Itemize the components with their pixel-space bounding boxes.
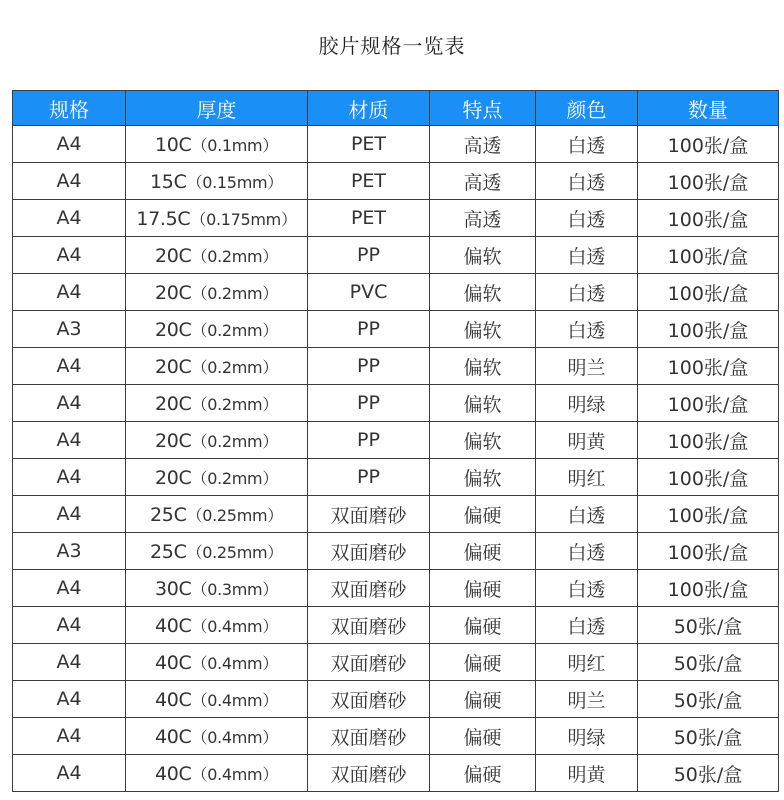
cell-material: PVC xyxy=(308,274,430,311)
cell-feature: 偏软 xyxy=(430,422,536,459)
table-row xyxy=(13,607,779,644)
cell-material: PP xyxy=(308,459,430,496)
thickness-mm: （0.2mm） xyxy=(191,320,279,340)
thickness-mm: （0.4mm） xyxy=(191,690,279,710)
thickness-mm: （0.25mm） xyxy=(186,542,283,562)
cell-feature: 高透 xyxy=(430,126,536,163)
thickness-value: 17.5C xyxy=(136,207,191,230)
header-material: 材质 xyxy=(308,91,430,126)
table-row xyxy=(13,681,779,718)
cell-material: PP xyxy=(308,348,430,385)
thickness-mm: （0.2mm） xyxy=(191,283,279,303)
thickness-value: 20C xyxy=(154,244,192,267)
cell-color: 白透 xyxy=(536,496,638,533)
cell-quantity: 50张/盒 xyxy=(638,607,779,644)
thickness-value: 40C xyxy=(154,762,192,785)
cell-feature: 偏硬 xyxy=(430,607,536,644)
cell-quantity: 50张/盒 xyxy=(638,681,779,718)
cell-material: 双面磨砂 xyxy=(308,681,430,718)
cell-material: PP xyxy=(308,422,430,459)
cell-color: 白透 xyxy=(536,311,638,348)
cell-material: 双面磨砂 xyxy=(308,755,430,792)
cell-color: 明绿 xyxy=(536,718,638,755)
cell-feature: 偏软 xyxy=(430,237,536,274)
cell-thickness xyxy=(126,607,308,644)
cell-color: 白透 xyxy=(536,533,638,570)
page-title: 胶片规格一览表 xyxy=(318,34,466,58)
cell-size: A4 xyxy=(13,718,126,755)
cell-thickness xyxy=(126,126,308,163)
thickness-value: 40C xyxy=(154,614,192,637)
cell-quantity: 100张/盒 xyxy=(638,570,779,607)
thickness-mm: （0.4mm） xyxy=(191,727,279,747)
thickness-mm: （0.2mm） xyxy=(191,468,279,488)
table-header-row xyxy=(13,91,779,126)
cell-thickness xyxy=(126,311,308,348)
table-row xyxy=(13,274,779,311)
cell-quantity: 100张/盒 xyxy=(638,348,779,385)
cell-color: 白透 xyxy=(536,163,638,200)
cell-thickness xyxy=(126,200,308,237)
thickness-mm: （0.2mm） xyxy=(191,394,279,414)
thickness-value: 40C xyxy=(154,688,192,711)
thickness-mm: （0.2mm） xyxy=(191,246,279,266)
table-row xyxy=(13,644,779,681)
cell-material: PP xyxy=(308,385,430,422)
cell-quantity: 100张/盒 xyxy=(638,200,779,237)
cell-size: A4 xyxy=(13,348,126,385)
table-row xyxy=(13,533,779,570)
cell-color: 明兰 xyxy=(536,348,638,385)
thickness-mm: （0.3mm） xyxy=(191,579,279,599)
thickness-mm: （0.25mm） xyxy=(186,505,283,525)
cell-thickness xyxy=(126,459,308,496)
cell-color: 明绿 xyxy=(536,385,638,422)
thickness-mm: （0.4mm） xyxy=(191,653,279,673)
cell-thickness xyxy=(126,163,308,200)
cell-color: 明黄 xyxy=(536,422,638,459)
cell-size: A4 xyxy=(13,755,126,792)
thickness-value: 40C xyxy=(154,725,192,748)
thickness-mm: （0.15mm） xyxy=(186,172,283,192)
thickness-value: 30C xyxy=(154,577,192,600)
thickness-value: 20C xyxy=(154,318,192,341)
cell-size: A4 xyxy=(13,459,126,496)
header-quantity: 数量 xyxy=(638,91,779,126)
thickness-value: 20C xyxy=(154,392,192,415)
header-size: 规格 xyxy=(13,91,126,126)
cell-size: A4 xyxy=(13,570,126,607)
cell-quantity: 50张/盒 xyxy=(638,644,779,681)
spec-table xyxy=(12,90,779,792)
thickness-mm: （0.4mm） xyxy=(191,616,279,636)
cell-feature: 高透 xyxy=(430,163,536,200)
cell-thickness xyxy=(126,496,308,533)
thickness-value: 15C xyxy=(150,170,187,193)
cell-quantity: 100张/盒 xyxy=(638,274,779,311)
cell-color: 明红 xyxy=(536,644,638,681)
cell-size: A4 xyxy=(13,644,126,681)
cell-color: 明红 xyxy=(536,459,638,496)
cell-quantity: 50张/盒 xyxy=(638,718,779,755)
table-row xyxy=(13,237,779,274)
table-row xyxy=(13,570,779,607)
cell-quantity: 100张/盒 xyxy=(638,311,779,348)
header-color: 颜色 xyxy=(536,91,638,126)
cell-feature: 偏软 xyxy=(430,348,536,385)
cell-material: PP xyxy=(308,237,430,274)
cell-quantity: 100张/盒 xyxy=(638,163,779,200)
cell-feature: 偏硬 xyxy=(430,496,536,533)
cell-quantity: 100张/盒 xyxy=(638,533,779,570)
cell-feature: 高透 xyxy=(430,200,536,237)
cell-size: A4 xyxy=(13,237,126,274)
cell-material: 双面磨砂 xyxy=(308,496,430,533)
header-thickness: 厚度 xyxy=(126,91,308,126)
cell-feature: 偏硬 xyxy=(430,570,536,607)
thickness-mm: （0.4mm） xyxy=(191,764,279,784)
cell-material: PP xyxy=(308,311,430,348)
cell-feature: 偏软 xyxy=(430,311,536,348)
cell-feature: 偏硬 xyxy=(430,681,536,718)
thickness-value: 20C xyxy=(154,429,192,452)
cell-size: A4 xyxy=(13,200,126,237)
cell-color: 明黄 xyxy=(536,755,638,792)
cell-thickness xyxy=(126,570,308,607)
cell-thickness xyxy=(126,681,308,718)
cell-material: PET xyxy=(308,200,430,237)
cell-thickness xyxy=(126,422,308,459)
table-row xyxy=(13,311,779,348)
cell-size: A4 xyxy=(13,274,126,311)
thickness-mm: （0.175mm） xyxy=(190,209,297,229)
cell-feature: 偏硬 xyxy=(430,533,536,570)
cell-size: A4 xyxy=(13,163,126,200)
cell-thickness xyxy=(126,274,308,311)
header-feature: 特点 xyxy=(430,91,536,126)
cell-feature: 偏软 xyxy=(430,385,536,422)
cell-material: 双面磨砂 xyxy=(308,607,430,644)
thickness-value: 25C xyxy=(150,540,187,563)
cell-color: 白透 xyxy=(536,607,638,644)
cell-color: 白透 xyxy=(536,237,638,274)
cell-size: A4 xyxy=(13,607,126,644)
cell-size: A4 xyxy=(13,496,126,533)
thickness-value: 25C xyxy=(150,503,187,526)
table-row xyxy=(13,348,779,385)
cell-size: A4 xyxy=(13,385,126,422)
table-row xyxy=(13,200,779,237)
thickness-value: 20C xyxy=(154,281,192,304)
table-row xyxy=(13,385,779,422)
cell-feature: 偏软 xyxy=(430,459,536,496)
cell-feature: 偏硬 xyxy=(430,644,536,681)
cell-thickness xyxy=(126,348,308,385)
thickness-mm: （0.2mm） xyxy=(191,357,279,377)
cell-thickness xyxy=(126,755,308,792)
cell-thickness xyxy=(126,718,308,755)
table-row xyxy=(13,755,779,792)
cell-material: 双面磨砂 xyxy=(308,533,430,570)
thickness-value: 20C xyxy=(154,355,192,378)
cell-size: A4 xyxy=(13,681,126,718)
cell-feature: 偏软 xyxy=(430,274,536,311)
cell-thickness xyxy=(126,644,308,681)
cell-color: 白透 xyxy=(536,570,638,607)
cell-quantity: 100张/盒 xyxy=(638,459,779,496)
thickness-mm: （0.1mm） xyxy=(191,135,279,155)
cell-thickness xyxy=(126,237,308,274)
thickness-value: 40C xyxy=(154,651,192,674)
cell-feature: 偏硬 xyxy=(430,718,536,755)
cell-quantity: 50张/盒 xyxy=(638,755,779,792)
cell-material: PET xyxy=(308,163,430,200)
cell-quantity: 100张/盒 xyxy=(638,385,779,422)
cell-material: PET xyxy=(308,126,430,163)
table-row xyxy=(13,718,779,755)
cell-material: 双面磨砂 xyxy=(308,644,430,681)
cell-quantity: 100张/盒 xyxy=(638,422,779,459)
table-row xyxy=(13,422,779,459)
thickness-value: 10C xyxy=(154,133,192,156)
cell-feature: 偏硬 xyxy=(430,755,536,792)
cell-color: 白透 xyxy=(536,274,638,311)
cell-size: A4 xyxy=(13,126,126,163)
cell-thickness xyxy=(126,533,308,570)
cell-material: 双面磨砂 xyxy=(308,718,430,755)
cell-color: 白透 xyxy=(536,126,638,163)
cell-thickness xyxy=(126,385,308,422)
table-row xyxy=(13,496,779,533)
cell-quantity: 100张/盒 xyxy=(638,237,779,274)
cell-color: 白透 xyxy=(536,200,638,237)
table-row xyxy=(13,126,779,163)
thickness-mm: （0.2mm） xyxy=(191,431,279,451)
cell-material: 双面磨砂 xyxy=(308,570,430,607)
cell-size: A3 xyxy=(13,533,126,570)
cell-size: A4 xyxy=(13,422,126,459)
cell-color: 明兰 xyxy=(536,681,638,718)
table-row xyxy=(13,459,779,496)
cell-size: A3 xyxy=(13,311,126,348)
cell-quantity: 100张/盒 xyxy=(638,496,779,533)
table-row xyxy=(13,163,779,200)
cell-quantity: 100张/盒 xyxy=(638,126,779,163)
thickness-value: 20C xyxy=(154,466,192,489)
